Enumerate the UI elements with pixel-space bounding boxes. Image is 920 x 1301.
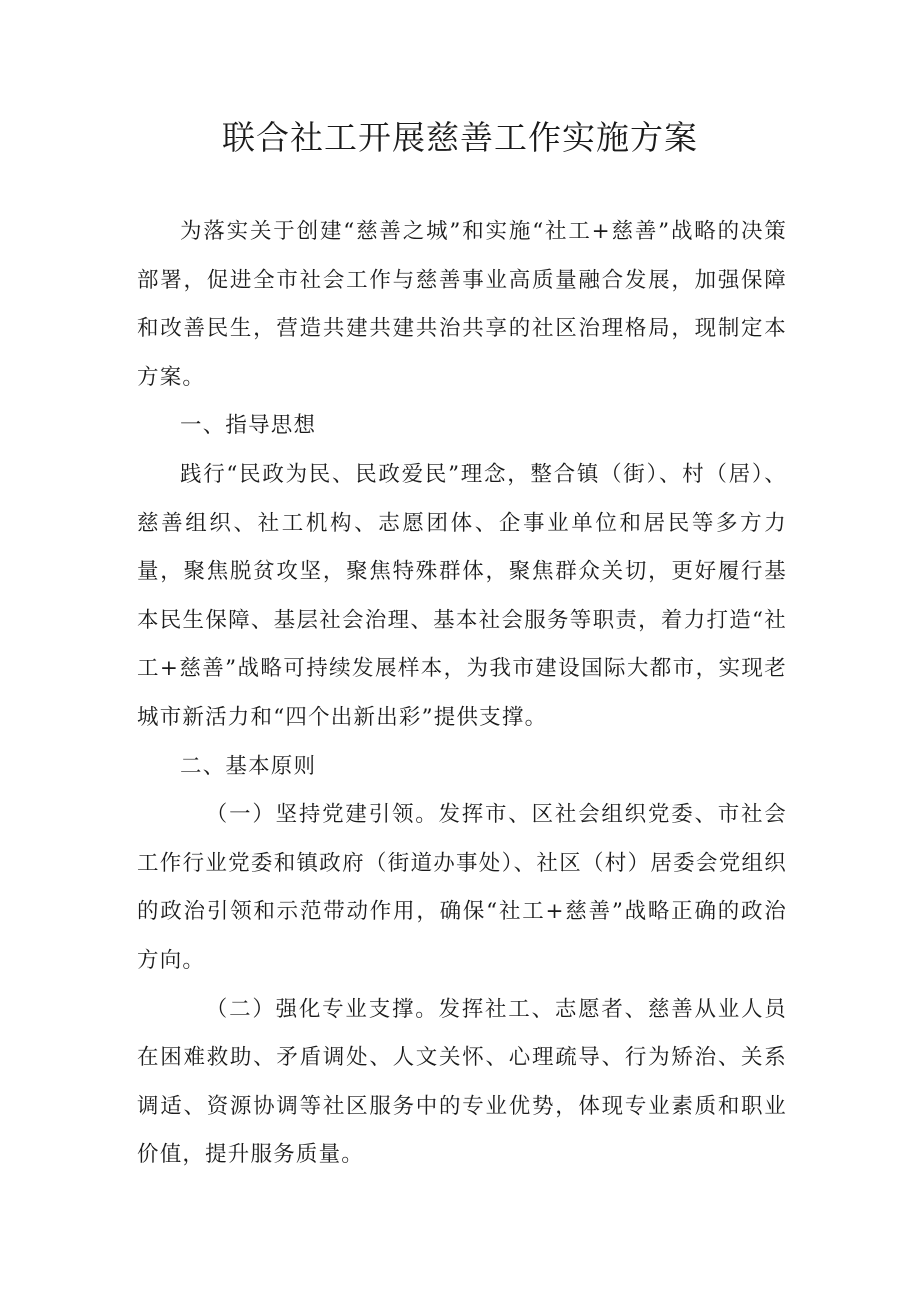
document-title: 联合社工开展慈善工作实施方案 (222, 118, 698, 157)
section-heading-basic-principles: 二、基本原则 (180, 753, 317, 779)
principle-party-leadership: （一）坚持党建引领。发挥市、区社会组织党委、市社会工作行业党委和镇政府（街道办事处）、社区（村）居委会党组织的政治引领和示范带动作用，确保“社工+慈善”战略正确的政治方向。 (137, 802, 787, 973)
document-body (137, 208, 787, 1180)
guiding-ideology-paragraph: 践行“民政为民、民政爱民”理念，整合镇（街）、村（居）、慈善组织、社工机构、志愿团体、企事业单位和居民等多方力量，聚焦脱贫攻坚，聚焦特殊群体，聚焦群众关切，更好履行基本民生保障、基层社会治理、基本社会服务等职责，着力打造“社工+慈善”战略可持续发展样本，为我市建设国际大都市，实现老城市新活力和“四个出新出彩”提供支撑。 (137, 461, 787, 730)
intro-paragraph: 为落实关于创建“慈善之城”和实施“社工+慈善”战略的决策部署，促进全市社会工作与慈善事业高质量融合发展，加强保障和改善民生，营造共建共建共治共享的社区治理格局，现制定本方案。 (137, 219, 787, 390)
principle-professional-support: （二）强化专业支撑。发挥社工、志愿者、慈善从业人员在困难救助、矛盾调处、人文关怀、心理疏导、行为矫治、关系调适、资源协调等社区服务中的专业优势，体现专业素质和职业价值，提升服务质量。 (137, 996, 787, 1168)
section-heading-guiding-ideology: 一、指导思想 (180, 413, 317, 439)
